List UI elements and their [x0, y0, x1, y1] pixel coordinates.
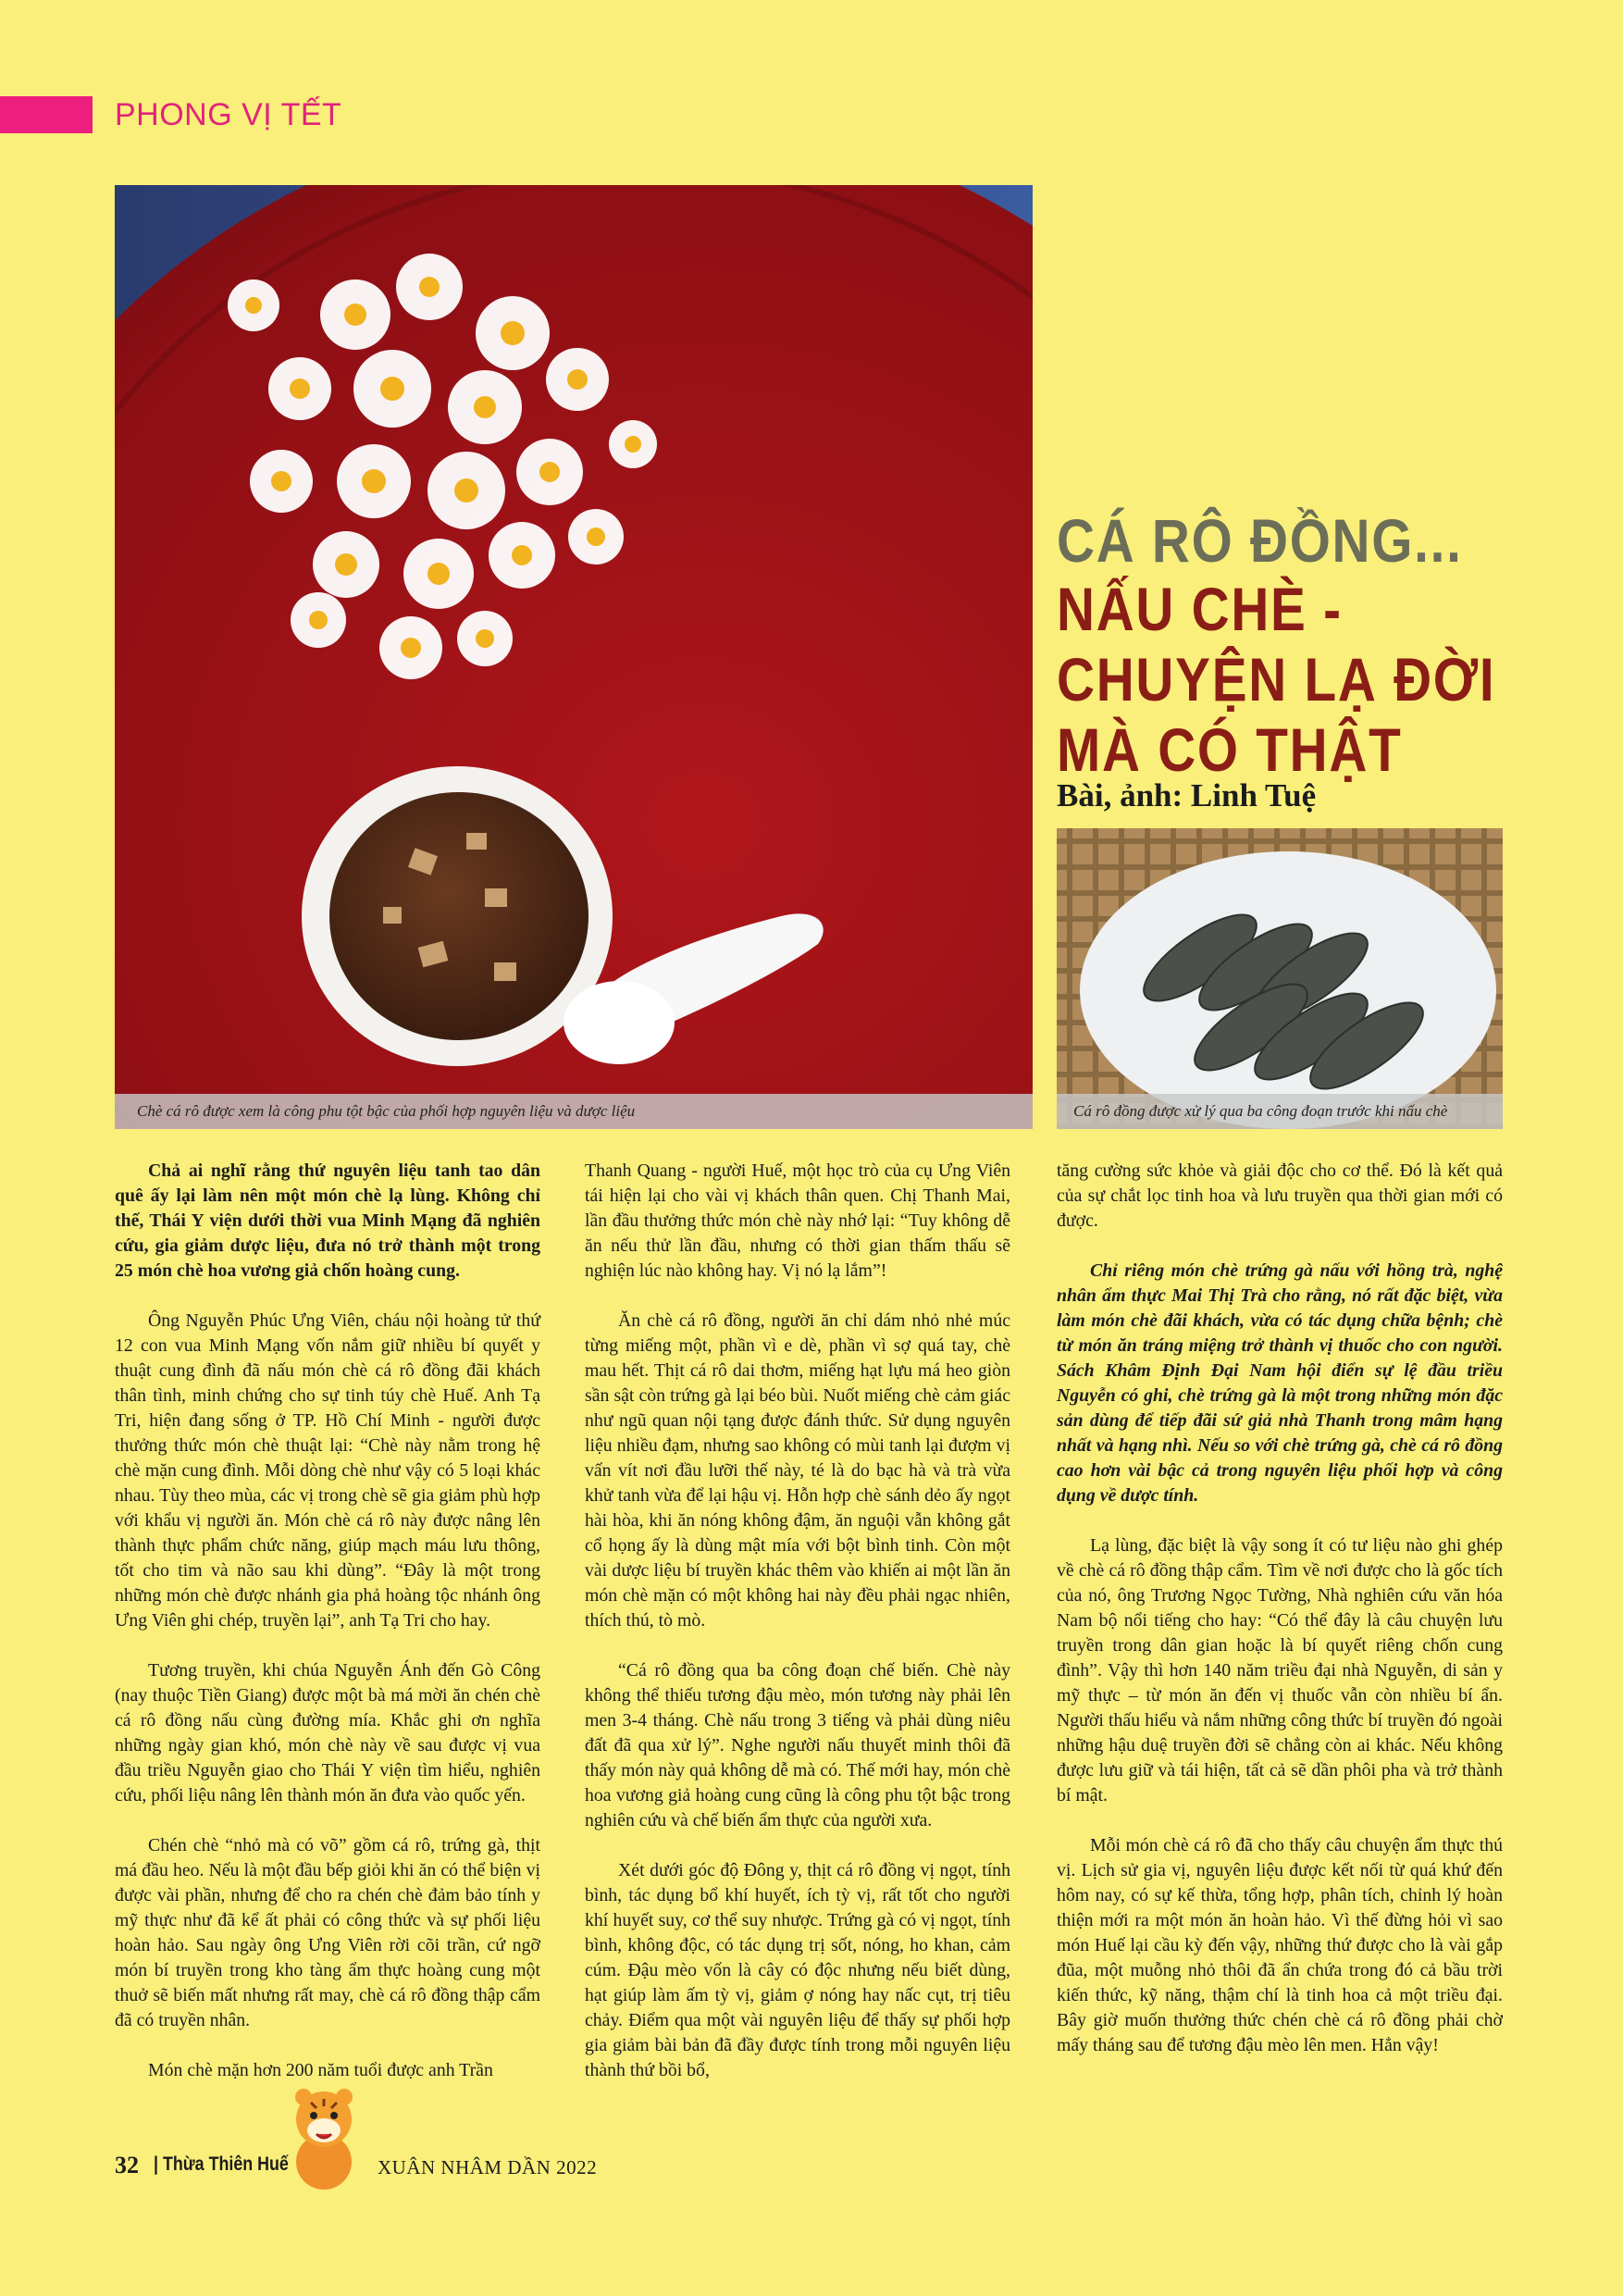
paragraph: tăng cường sức khỏe và giải độc cho cơ thể. Đó là kết quả của sự chắt lọc tinh hoa và lưu truyền qua thời gian mới có được.: [1057, 1160, 1503, 1231]
paragraph: Lạ lùng, đặc biệt là vậy song ít có tư liệu nào ghi ghép về chè cá rô đồng thập cẩm. Tìm về nơi được cho là gốc tích của nó, ông Trương Ngọc Tường, Nhà nghiên cứu văn hóa Nam bộ nổi tiếng cho hay: “Có thể đây là câu chuyện lưu truyền trong dân gian hoặc là bí quyết riêng chốn cung đình”. Vậy thì hơn 140 năm triều đại nhà Nguyễn, di sản y mỹ thực – từ món ăn đến vị thuốc vẫn còn nhiều bí ẩn. Người thấu hiểu và nắm những công thức bí truyền đó ngoài những hậu duệ truyền đời sẽ chẳng còn ai khác. Nếu không được lưu giữ và tái hiện, tất cả sẽ dần phôi pha và trở thành bí mật.: [1057, 1535, 1503, 1806]
article-column-3: [1057, 1159, 1503, 2083]
article-column-2: [585, 1159, 1010, 2108]
article-column-1: [115, 1159, 540, 2108]
fish-photo: [1057, 828, 1503, 1129]
paragraph: “Cá rô đồng qua ba công đoạn chế biến. Chè này không thể thiếu tương đậu mèo, món tương này phải lên men 3-4 tháng. Chè nấu trong 3 tiếng và phải dùng niêu đất đã qua xử lý”. Nghe người nấu thuyết minh thôi đã thấy món này quả không dễ mà có. Thế mới hay, món chè hoa vương giả hoàng cung cũng là công phu tột bậc trong nghiên cứu và chế biến ẩm thực của người xưa.: [585, 1660, 1010, 1831]
title-line-3: CHUYỆN LẠ ĐỜI: [1057, 645, 1496, 714]
title-line-2: NẤU CHÈ -: [1057, 575, 1343, 643]
paragraph: Mỗi món chè cá rô đã cho thấy câu chuyện ẩm thực thú vị. Lịch sử gia vị, nguyên liệu được kết nối từ quá khứ đến hôm nay, có sự kế thừa, tổng hợp, phân tích, chỉnh lý hoàn thiện mới ra một món ăn hoàn hảo. Vì thế đừng hỏi vì sao món Huế lại cầu kỳ đến vậy, những thứ được cho là vài gắp đũa, một muỗng nhỏ thôi đã ẩn chứa trong đó cả bầu trời kiến thức, kỹ năng, thậm chí là tinh hoa cả một triều đại. Bây giờ muốn thưởng thức chén chè cá rô đồng phải chờ mấy tháng sau để tương đậu mèo lên men. Hẳn vậy!: [1057, 1835, 1503, 2055]
section-color-bar: [0, 96, 93, 133]
paragraph: Chén chè “nhỏ mà có võ” gồm cá rô, trứng gà, thịt má đầu heo. Nếu là một đầu bếp giỏi khi ăn có thể biện vị được vài phần, nhưng để cho ra chén chè đảm bảo tính y mỹ thực như đã kể ất phải có công thức và sự phối liệu hoàn hảo. Sau ngày ông Ưng Viên rời cõi trần, cứ ngỡ món bí truyền trong kho tàng ẩm thực hoàng cung một thuở sẽ biến mất nhưng rất may, chè cá rô đồng thập cẩm đã có truyền nhân.: [115, 1835, 540, 2030]
tiger-mascot-icon: [283, 2082, 365, 2193]
article-title: [1057, 507, 1612, 785]
paragraph: Xét dưới góc độ Đông y, thịt cá rô đồng vị ngọt, tính bình, tác dụng bổ khí huyết, ích tỳ vị, rất tốt cho người khí huyết suy, cơ thể suy nhược. Trứng gà có vị ngọt, tính bình, không độc, có tác dụng trị sốt, nóng, ho khan, cảm cúm. Đậu mèo vốn là cây có độc nhưng nếu biết dùng, hạt giúp làm ấm tỳ vị, giảm ợ nóng hay nấc cụt, trị tiêu chảy. Điểm qua một vài nguyên liệu để thấy sự phối hợp gia giảm bài bản đã đầy được tính trong mỗi nguyên liệu thành thứ bồi bổ,: [585, 1860, 1010, 2080]
article-lead: Chả ai nghĩ rằng thứ nguyên liệu tanh tao dân quê ấy lại làm nên một món chè lạ lùng. Không chỉ thế, Thái Y viện dưới thời vua Minh Mạng đã nghiên cứu, gia giảm dược liệu, đưa nó trở thành một trong 25 món chè hoa vương giả chốn hoàng cung.: [115, 1160, 540, 1281]
title-line-4: MÀ CÓ THẬT: [1057, 715, 1403, 784]
section-label: PHONG VỊ TẾT: [115, 97, 342, 132]
magazine-name: | Thừa Thiên Huế: [154, 2153, 289, 2175]
dessert-photo-caption: Chè cá rô được xem là công phu tột bậc của phối hợp nguyên liệu và dược liệu: [115, 1094, 1033, 1129]
byline: Bài, ảnh: Linh Tuệ: [1057, 777, 1317, 813]
title-line-1: CÁ RÔ ĐỒNG...: [1057, 506, 1463, 575]
dessert-photo-image: [115, 185, 1033, 1129]
page-number: 32: [115, 2152, 139, 2178]
paragraph: Món chè mặn hơn 200 năm tuổi được anh Trần: [148, 2060, 493, 2080]
dessert-photo: [115, 185, 1033, 1129]
paragraph: Ăn chè cá rô đồng, người ăn chỉ dám nhỏ nhẻ múc từng miếng một, phần vì e dè, phần vì sợ quá tay, chè mau hết. Thịt cá rô dai thơm, miếng hạt lựu má heo giòn sần sật còn trứng gà lại béo bùi. Nuốt miếng chè cảm giác như ngũ quan nội tạng được đánh thức. Sử dụng nguyên liệu nhiều đạm, nhưng sao không có mùi tanh lại đượm vị vấn vít nơi đầu lưỡi thế này, té là do bạc hà và trà vừa khử tanh vừa để lại hậu vị. Hỗn hợp chè sánh dẻo ấy ngọt hài hòa, khi ăn nóng không đậm, ăn nguội vẫn không gắt cổ họng ấy là dùng mật mía với bột bình tinh. Còn một vài dược liệu bí truyền khác thêm vào khiến ai một lần ăn món chè mặn có một không hai này đều phải ngạc nhiên, thích thú, tò mò.: [585, 1310, 1010, 1631]
fish-photo-caption: Cá rô đồng được xử lý qua ba công đoạn trước khi nấu chè: [1057, 1094, 1503, 1129]
paragraph: Thanh Quang - người Huế, một học trò của cụ Ưng Viên tái hiện lại cho vài vị khách thân quen. Chị Thanh Mai, lần đầu thưởng thức món chè này nhớ lại: “Tuy không dễ ăn nếu thử lần đầu, nhưng có thời gian thấm thấu sẽ nghiện lúc nào không hay. Vị nó lạ lắm”!: [585, 1160, 1010, 1281]
issue-label: XUÂN NHÂM DẦN 2022: [378, 2156, 598, 2178]
paragraph: Tương truyền, khi chúa Nguyễn Ánh đến Gò Công (nay thuộc Tiền Giang) được một bà má mời ăn chén chè cá rô đồng nấu cùng đường mía. Khắc ghi ơn nghĩa những ngày gian khó, món chè này về sau được vị vua đầu triều Nguyễn giao cho Thái Y viện tìm hiểu, nghiên cứu, phối liệu nâng lên thành món ăn đưa vào quốc yến.: [115, 1660, 540, 1806]
highlight-paragraph: Chỉ riêng món chè trứng gà nấu với hồng trà, nghệ nhân ẩm thực Mai Thị Trà cho rằng, nó rất đặc biệt, vừa làm món chè đãi khách, vừa có tác dụng chữa bệnh; chè từ món ăn tráng miệng trở thành vị thuốc cho con người. Sách Khâm Định Đại Nam hội điển sự lệ đầu triều Nguyễn có ghi, chè trứng gà là một trong những món đặc sản dùng để tiếp đãi sứ giả nhà Thanh trong mâm hạng nhất và hạng nhì. Nếu so với chè trứng gà, chè cá rô đồng cao hơn vài bậc cả trong nguyên liệu phối hợp và công dụng về dược tính.: [1057, 1260, 1503, 1506]
paragraph: Ông Nguyễn Phúc Ưng Viên, cháu nội hoàng tử thứ 12 con vua Minh Mạng vốn nắm giữ nhiều bí quyết y thuật cung đình đã nấu món chè cá rô đồng đãi khách thân tình, minh chứng cho sự tinh túy chè Huế. Anh Tạ Tri, hiện đang sống ở TP. Hồ Chí Minh - người được thưởng thức món chè thuật lại: “Chè này nằm trong hệ chè mặn cung đình. Mỗi dòng chè như vậy có 5 loại khác nhau. Tùy theo mùa, các vị trong chè sẽ gia giảm phù hợp với khẩu vị người ăn. Món chè cá rô này được nâng lên thành thực phẩm chức năng, giúp mạch máu lưu thông, tốt cho tim và não sau khi dùng”. “Đây là một trong những món chè được nhánh gia phả hoàng tộc nhánh ông Ưng Viên ghi chép, truyền lại”, anh Tạ Tri cho hay.: [115, 1310, 540, 1631]
fish-photo-image: [1057, 828, 1503, 1129]
